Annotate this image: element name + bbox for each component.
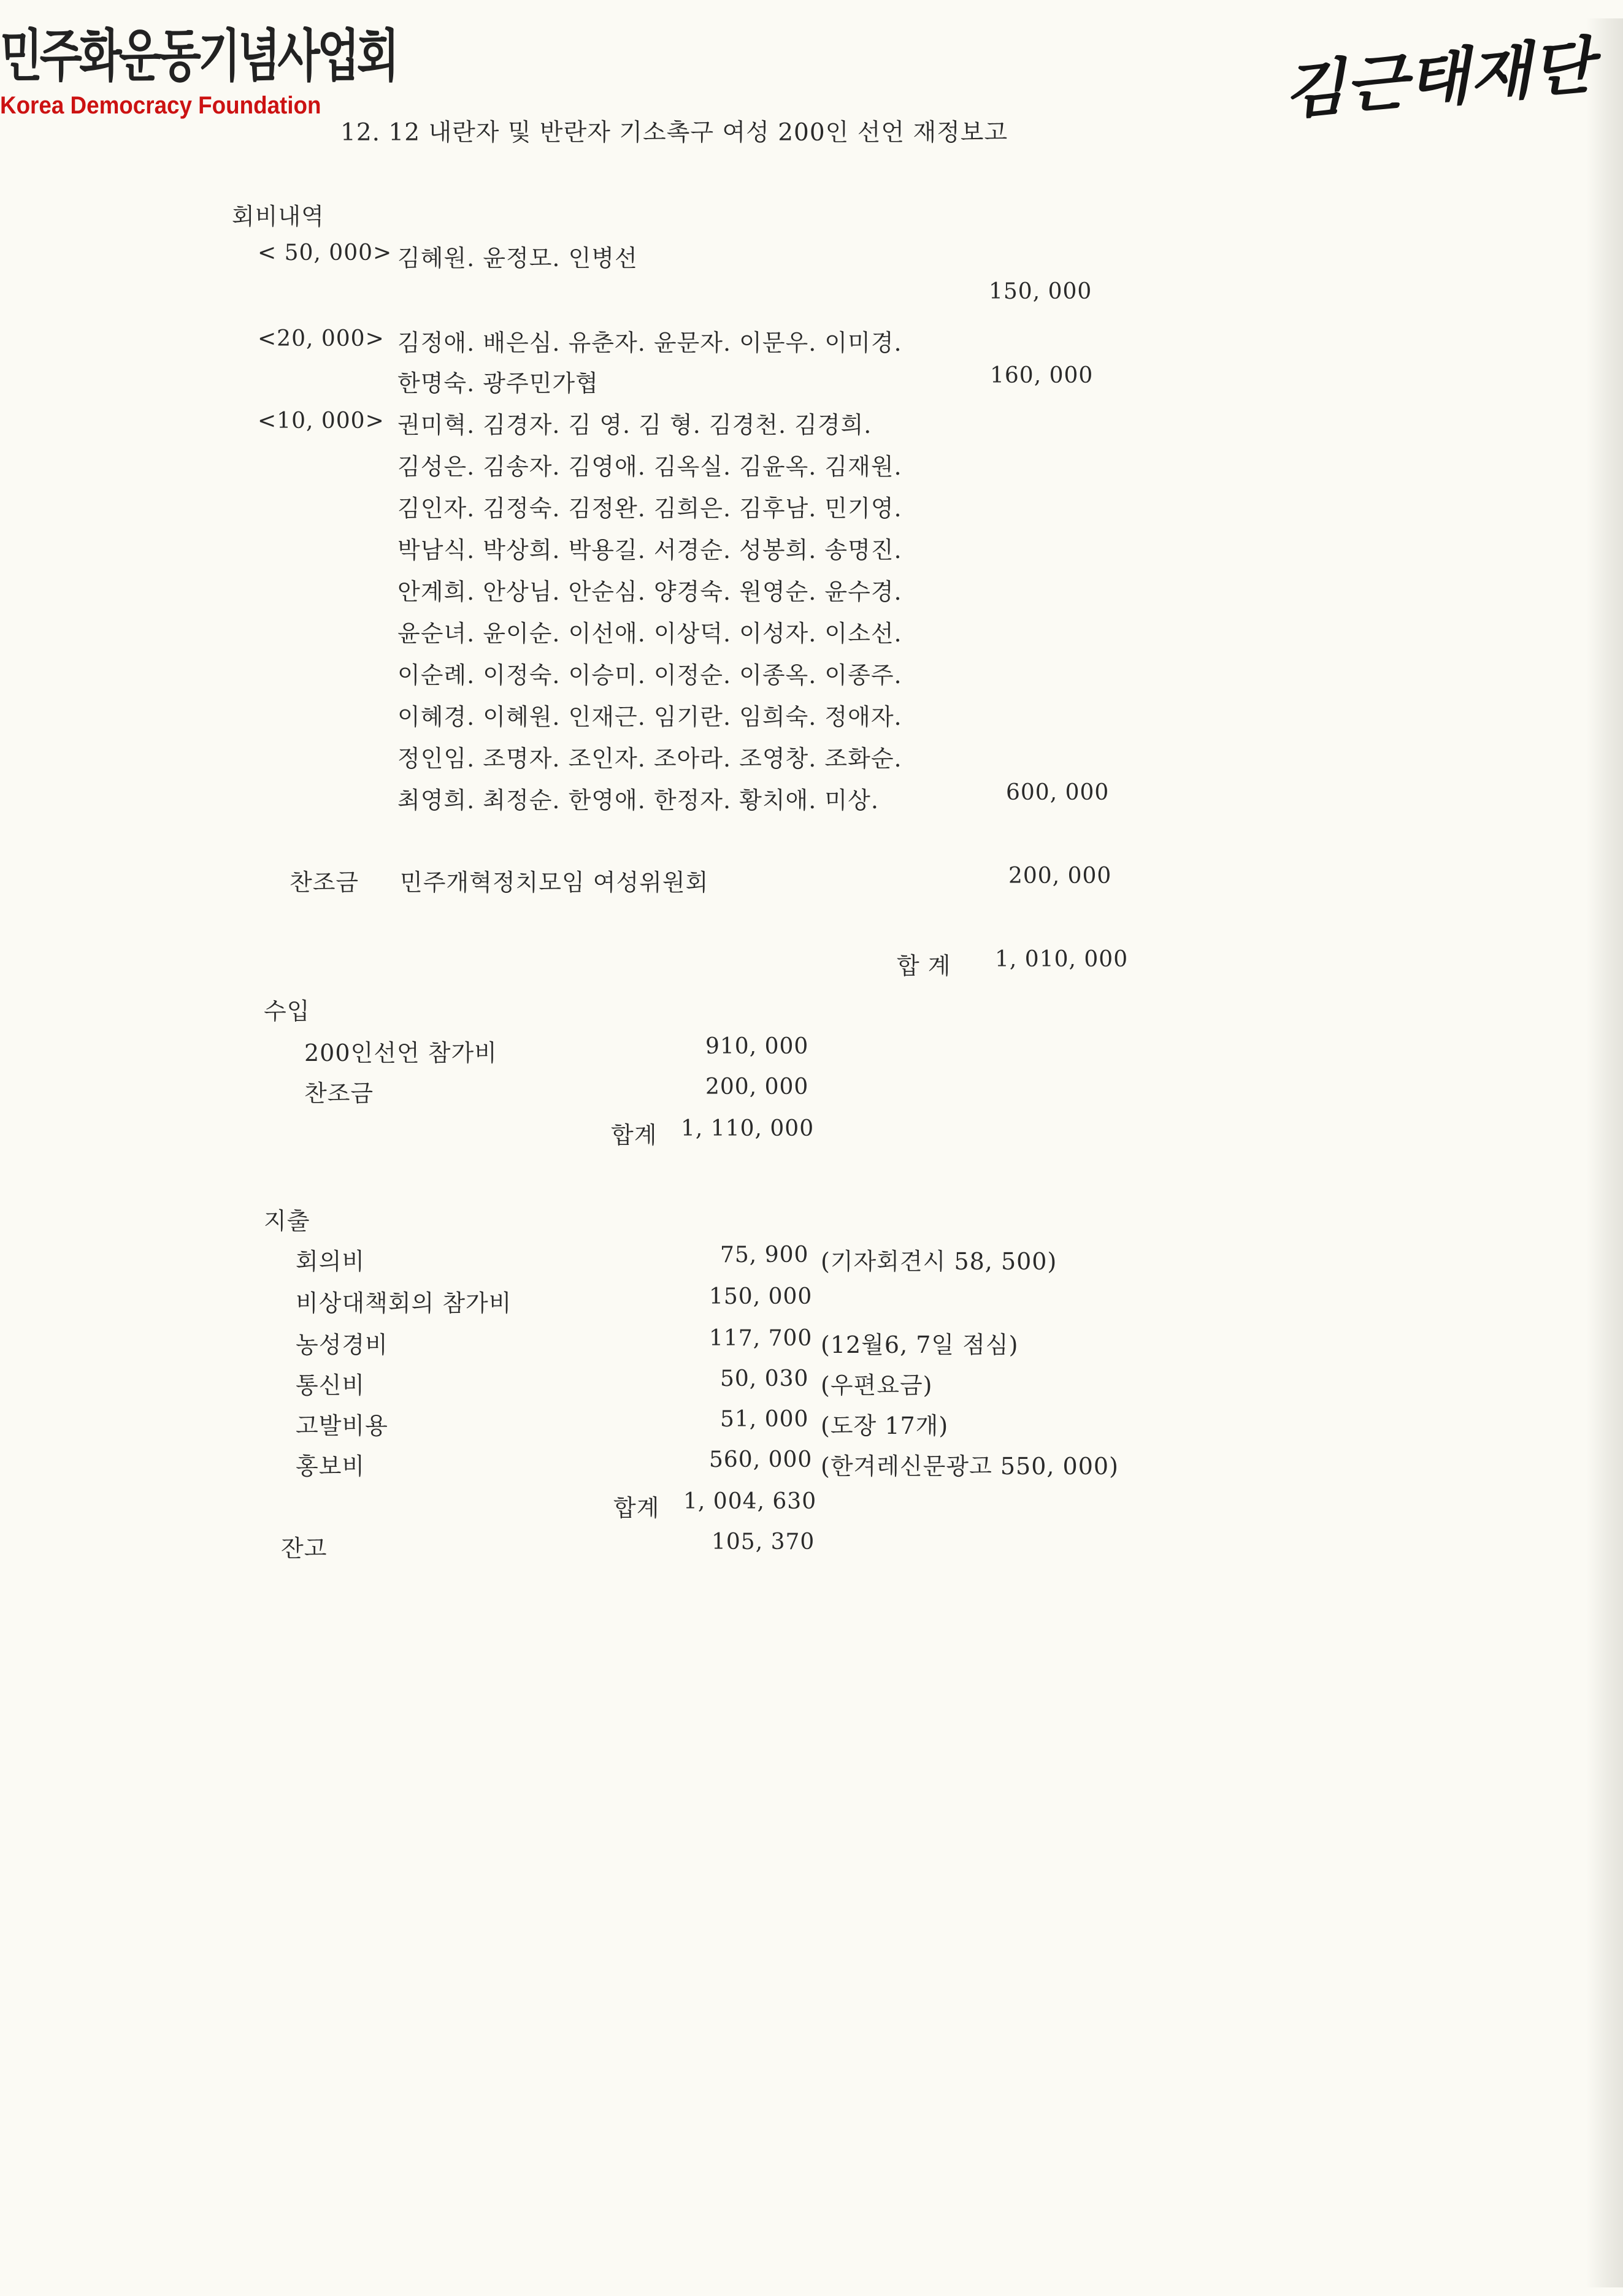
expense-item-note: (도장 17개) [821, 1412, 949, 1439]
tier-amount-label: <10, 000> [258, 408, 385, 434]
expense-total-label: 합계 [613, 1494, 660, 1521]
balance-amount: 105, 370 [712, 1529, 815, 1555]
income-item-amount: 910, 000 [705, 1034, 809, 1059]
expense-item-label: 회의비 [296, 1248, 366, 1275]
foundation-logo-korean: 민주화운동기념사업회 [0, 23, 397, 89]
expense-item-note: (12월6, 7일 점심) [821, 1331, 1019, 1358]
tier-names-line: 정인임. 조명자. 조인자. 조아라. 조영창. 조화순. [397, 745, 902, 772]
expense-item-amount: 117, 700 [709, 1326, 813, 1351]
tier-names-line: 박남식. 박상희. 박용길. 서경순. 성봉희. 송명진. [397, 537, 902, 564]
tier-names-line: 최영희. 최정순. 한영애. 한정자. 황치애. 미상. [397, 787, 879, 814]
expense-item-note: (한겨레신문광고 550, 000) [821, 1453, 1119, 1480]
tier-names-line: 김인자. 김정숙. 김정완. 김희은. 김후남. 민기영. [397, 495, 902, 522]
expense-item-note: (기자회견시 58, 500) [821, 1248, 1057, 1275]
expense-item-label: 통신비 [296, 1372, 366, 1399]
dues-total-label: 합 계 [897, 952, 951, 979]
tier-names-line: 이순례. 이정숙. 이승미. 이정순. 이종옥. 이종주. [397, 662, 902, 689]
expense-item-amount: 50, 030 [720, 1366, 809, 1391]
income-item-amount: 200, 000 [705, 1074, 809, 1100]
tier-names-line: 한명숙. 광주민가협 [397, 370, 599, 397]
foundation-logo-english: Korea Democracy Foundation [0, 92, 321, 119]
tier-amount-label: <20, 000> [258, 326, 385, 351]
income-total-amount: 1, 110, 000 [681, 1116, 815, 1141]
expense-item-amount: 560, 000 [709, 1447, 813, 1472]
expense-item-label: 비상대책회의 참가비 [296, 1290, 512, 1317]
tier-subtotal: 150, 000 [989, 279, 1092, 304]
expense-item-amount: 51, 000 [720, 1407, 809, 1432]
dues-total-amount: 1, 010, 000 [995, 947, 1129, 972]
income-item-label: 찬조금 [304, 1080, 374, 1107]
tier-subtotal: 160, 000 [990, 363, 1094, 388]
expense-item-amount: 75, 900 [720, 1242, 809, 1268]
tier-names-line: 김성은. 김송자. 김영애. 김옥실. 김윤옥. 김재원. [397, 453, 902, 480]
tier-names-line: 윤순녀. 윤이순. 이선애. 이상덕. 이성자. 이소선. [397, 620, 902, 647]
document-title: 12. 12 내란자 및 반란자 기소촉구 여성 200인 선언 재정보고 [340, 119, 1008, 147]
paper-edge-shadow [1586, 18, 1623, 2287]
balance-label: 잔고 [281, 1535, 328, 1562]
tier-amount-label: < 50, 000> [258, 240, 393, 266]
income-heading: 수입 [264, 998, 310, 1025]
income-item-label: 200인선언 참가비 [304, 1039, 497, 1066]
tier-names-line: 김혜원. 윤정모. 인병선 [397, 245, 638, 272]
donation-amount: 200, 000 [1008, 863, 1112, 889]
tier-names-line: 권미혁. 김경자. 김 영. 김 형. 김경천. 김경희. [397, 411, 872, 438]
donation-label: 찬조금 [290, 869, 359, 896]
archive-stamp: 김근태재단 [1280, 29, 1597, 128]
expense-item-label: 홍보비 [296, 1453, 366, 1480]
expense-item-note: (우편요금) [821, 1372, 933, 1399]
expense-item-amount: 150, 000 [709, 1284, 813, 1309]
tier-names-line: 김정애. 배은심. 유춘자. 윤문자. 이문우. 이미경. [397, 329, 902, 356]
expense-heading: 지출 [264, 1207, 310, 1234]
donation-name: 민주개혁정치모임 여성위원회 [400, 869, 709, 896]
expense-total-amount: 1, 004, 630 [683, 1489, 817, 1514]
expense-item-label: 농성경비 [296, 1331, 388, 1358]
tier-subtotal: 600, 000 [1006, 780, 1110, 805]
dues-heading: 회비내역 [232, 203, 324, 230]
tier-names-line: 안계희. 안상님. 안순심. 양경숙. 원영순. 윤수경. [397, 578, 902, 605]
income-total-label: 합계 [611, 1122, 658, 1149]
expense-item-label: 고발비용 [296, 1412, 388, 1439]
tier-names-line: 이혜경. 이혜원. 인재근. 임기란. 임희숙. 정애자. [397, 703, 902, 730]
